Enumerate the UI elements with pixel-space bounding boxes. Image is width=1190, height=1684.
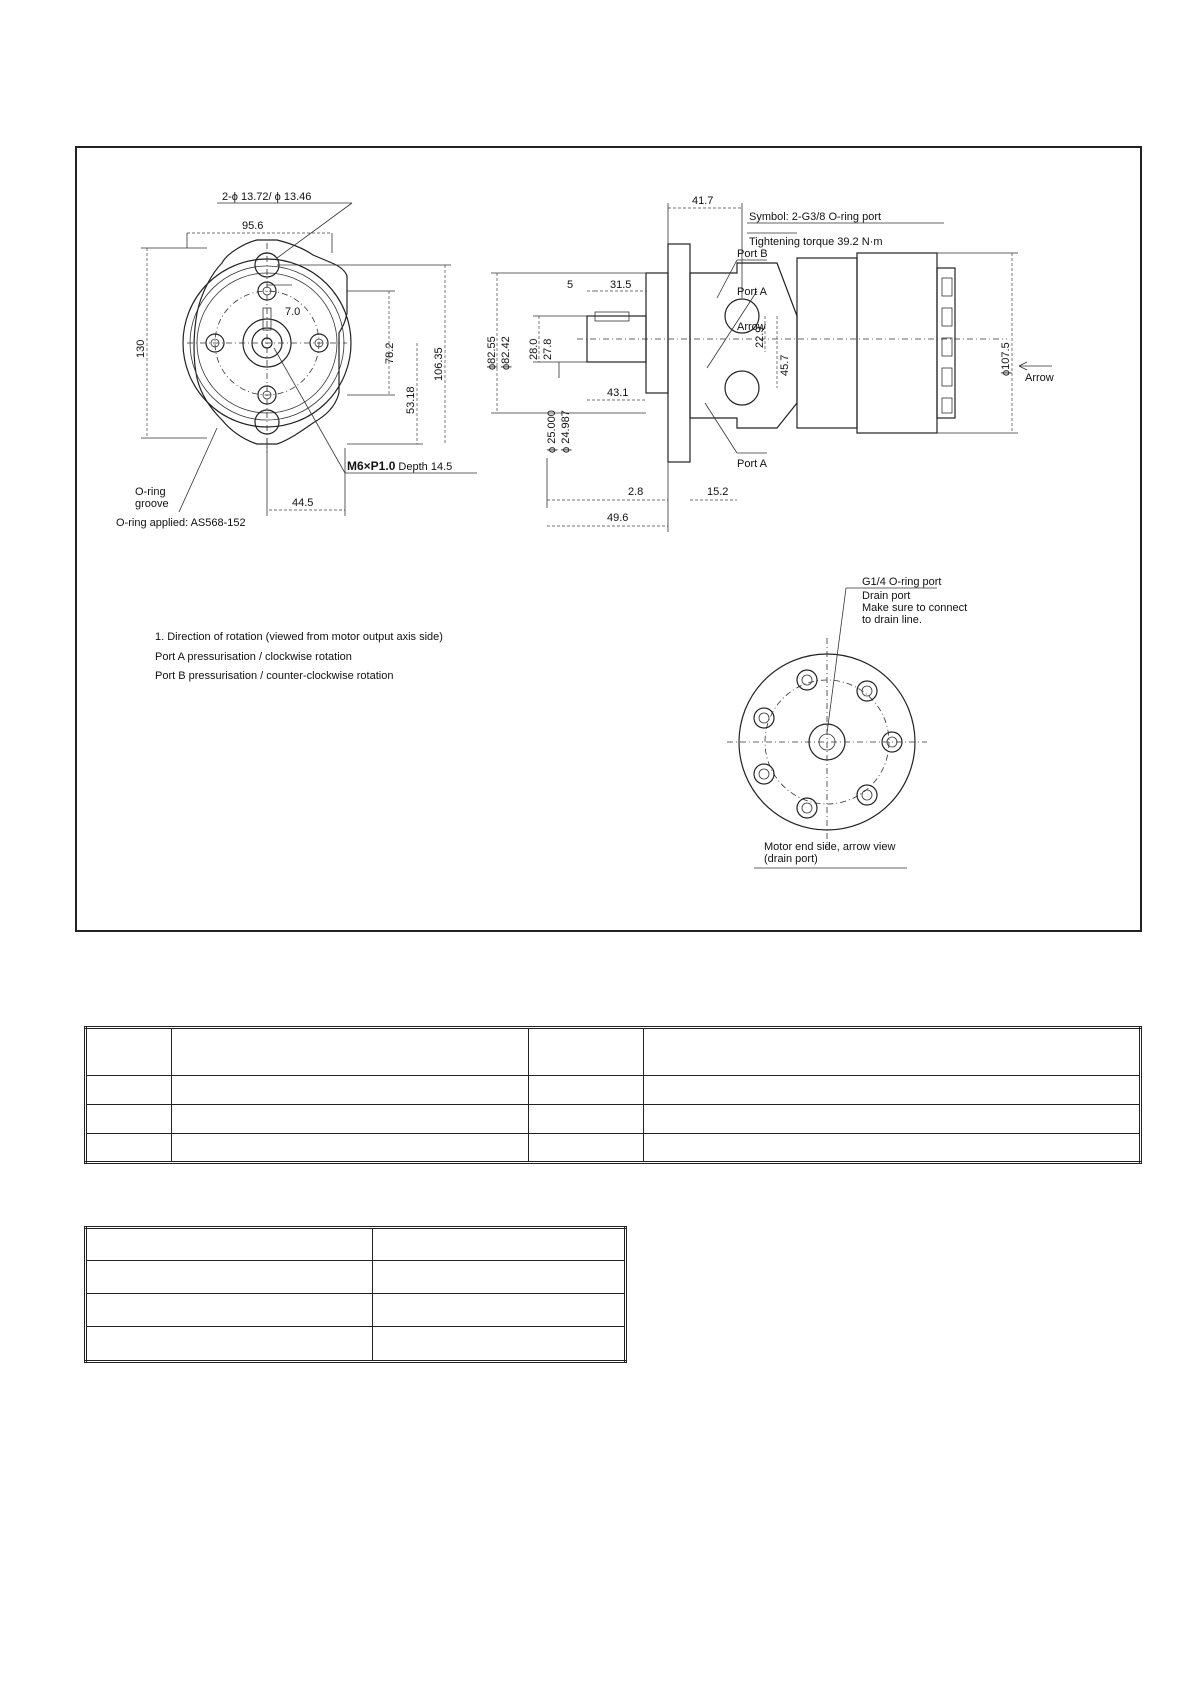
g14-port-label: G1/4 O-ring port xyxy=(862,576,942,588)
symbol-label: Symbol: 2-G3/8 O-ring port xyxy=(749,211,882,223)
hole-offset-dimension: 44.5 xyxy=(292,497,314,509)
bolt-spacing-dimension: 78.2 xyxy=(384,342,396,364)
table-cell xyxy=(86,1105,172,1134)
tap-dimension xyxy=(347,459,452,473)
port-b-label: Port B xyxy=(737,248,768,260)
note-line-2: Port A pressurisation / clockwise rotation xyxy=(155,650,352,663)
table-row xyxy=(86,1261,626,1294)
table-cell xyxy=(529,1028,644,1076)
end-view xyxy=(727,576,967,868)
body-offset-dimension: 15.2 xyxy=(707,486,729,498)
table-cell xyxy=(373,1228,626,1261)
table-row xyxy=(86,1076,1141,1105)
table-cell xyxy=(86,1228,373,1261)
front-view xyxy=(116,191,477,529)
table-row xyxy=(86,1105,1141,1134)
table-cell xyxy=(644,1134,1141,1163)
side-view xyxy=(486,195,1054,532)
shaft-length-dimension: 43.1 xyxy=(607,387,629,399)
oring-applied-label: O-ring applied: AS568-152 xyxy=(116,517,246,529)
table-cell xyxy=(373,1261,626,1294)
table-cell xyxy=(86,1261,373,1294)
tap-depth-label: Depth 14.5 xyxy=(395,461,453,473)
flange-outline xyxy=(194,240,347,444)
table-cell xyxy=(86,1028,172,1076)
body-diameter-dimension: ϕ107.5 xyxy=(1000,342,1012,376)
total-dimension: 49.6 xyxy=(607,512,629,524)
height-dimension: 130 xyxy=(135,339,147,358)
port-a-bottom-label: Port A xyxy=(737,458,767,470)
end-view-caption-1: Motor end side, arrow view xyxy=(764,841,896,853)
oring-groove-label-1: O-ring xyxy=(135,486,166,498)
mounting-flange xyxy=(668,244,690,462)
motor-housing xyxy=(857,253,937,433)
table-row xyxy=(86,1228,626,1261)
port-spacing-dimension: 22.9 xyxy=(754,326,766,348)
table-row xyxy=(86,1294,626,1327)
pilot xyxy=(646,273,668,393)
table-cell xyxy=(86,1076,172,1105)
oring-groove-label-2: groove xyxy=(135,498,169,510)
table-cell xyxy=(86,1134,172,1163)
tap-size-label: M6×P1.0 xyxy=(347,459,396,473)
motor-body xyxy=(797,258,857,428)
arrow-side-label: Arrow xyxy=(1025,372,1054,384)
table-cell xyxy=(86,1327,373,1362)
port-center-dimension: 45.7 xyxy=(779,354,791,376)
drawing-frame xyxy=(75,146,1142,932)
table-cell xyxy=(529,1076,644,1105)
connect-label-2: to drain line. xyxy=(862,614,922,626)
port-a-label: Port A xyxy=(737,286,767,298)
pilot-outer-dimension: ϕ82.55 xyxy=(486,336,498,370)
shaft-key-dimension: 31.5 xyxy=(610,279,632,291)
pilot-inner-dimension: ϕ82.42 xyxy=(500,336,512,370)
table-cell xyxy=(644,1028,1141,1076)
table-cell xyxy=(172,1076,529,1105)
flange-thickness-dimension: 2.8 xyxy=(628,486,644,498)
overall-dimension: 106.35 xyxy=(433,347,445,381)
width-dimension: 95.6 xyxy=(242,220,264,232)
note-line-3: Port B pressurisation / counter-clockwise rotation xyxy=(155,670,394,682)
spec-table xyxy=(84,1026,1142,1164)
table-cell xyxy=(172,1105,529,1134)
drain-port-label: Drain port xyxy=(862,590,911,602)
center-dimension: 53.18 xyxy=(405,386,417,414)
keyway-dimension: 7.0 xyxy=(285,306,301,318)
rotation-notes xyxy=(155,628,443,687)
flange-dimension: 41.7 xyxy=(692,195,714,207)
torque-label: Tightening torque 39.2 N·m xyxy=(749,236,883,248)
table-cell xyxy=(644,1076,1141,1105)
table-row xyxy=(86,1327,626,1362)
port-a-circle xyxy=(725,371,759,405)
end-bolts xyxy=(754,670,902,818)
small-table xyxy=(84,1226,627,1363)
shaft-diameter-dimension-2: ϕ 24.987 xyxy=(560,410,572,453)
table-cell xyxy=(644,1105,1141,1134)
table-cell xyxy=(86,1294,373,1327)
shaft-height-dimension-2: 27.8 xyxy=(542,338,554,360)
table-cell xyxy=(529,1105,644,1134)
technical-drawing xyxy=(77,148,1140,930)
shaft-diameter-dimension-1: ϕ 25.000 xyxy=(546,410,558,453)
shaft-height-dimension-1: 28.0 xyxy=(528,338,540,360)
arrow-label: Arrow xyxy=(737,321,766,333)
table-row xyxy=(86,1134,1141,1163)
holes-dimension: 2-ϕ 13.72/ ϕ 13.46 xyxy=(222,191,312,203)
table-cell xyxy=(373,1294,626,1327)
key-length-dimension: 5 xyxy=(567,279,574,291)
table-cell xyxy=(172,1134,529,1163)
connect-label-1: Make sure to connect xyxy=(862,602,968,614)
note-line-1: 1. Direction of rotation (viewed from motor output axis side) xyxy=(155,631,443,643)
table-cell xyxy=(373,1327,626,1362)
table-cell xyxy=(172,1028,529,1076)
table-cell xyxy=(529,1134,644,1163)
table-row xyxy=(86,1028,1141,1076)
end-view-caption-2: (drain port) xyxy=(764,853,818,865)
